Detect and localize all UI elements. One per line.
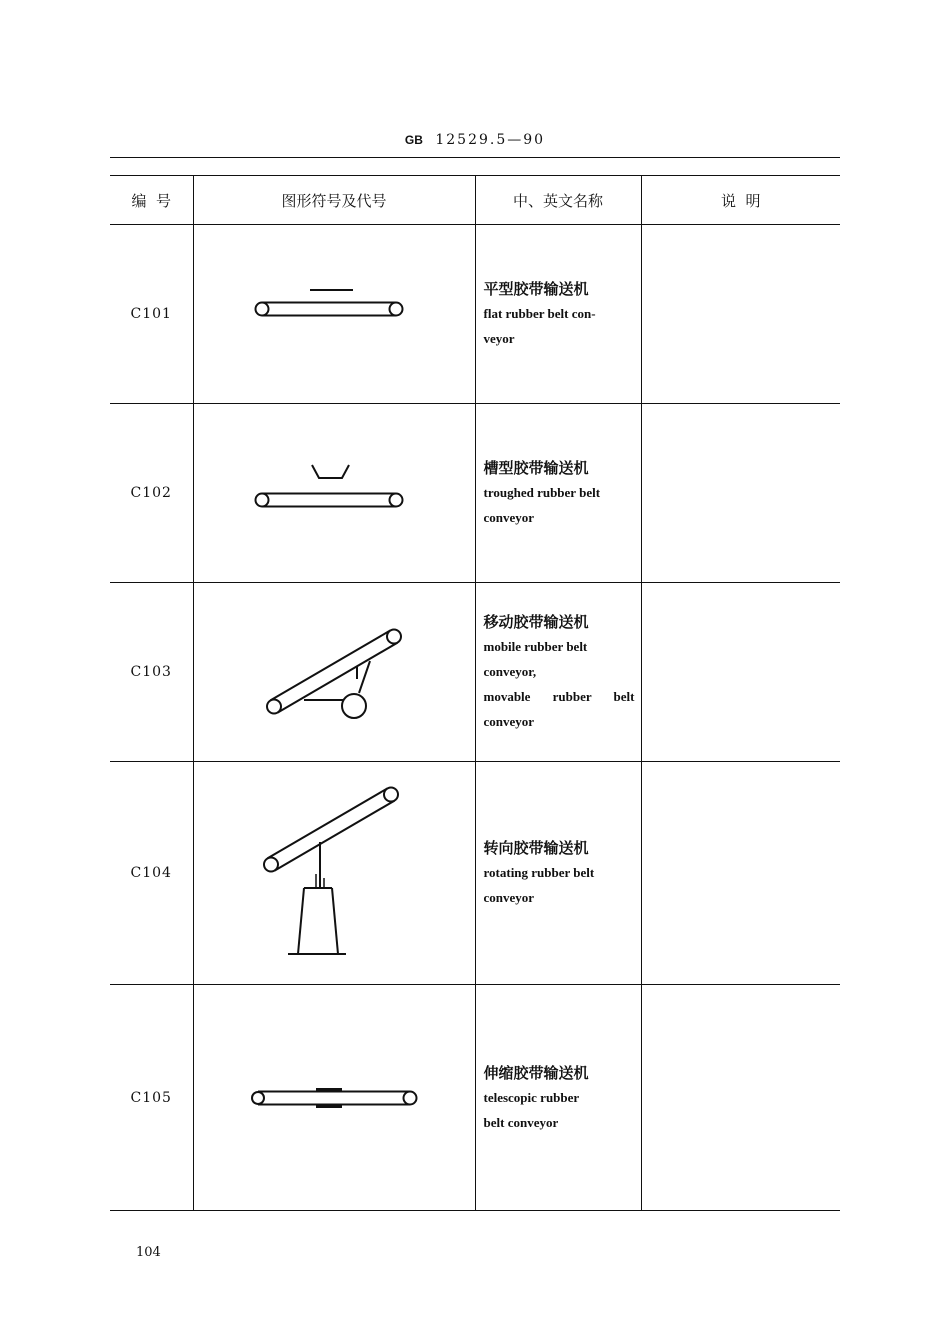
table-row <box>110 985 840 1211</box>
standard-number: 12529.5—90 <box>435 132 546 148</box>
row-name-cn: 槽型胶带输送机 <box>483 459 589 477</box>
row-code: C103 <box>110 583 193 762</box>
standard-prefix: GB <box>404 133 423 147</box>
column-header-symbol: 图形符号及代号 <box>193 176 475 225</box>
table-row <box>110 583 840 762</box>
row-name-cn: 转向胶带输送机 <box>483 839 589 857</box>
row-name-en-line: belt conveyor <box>483 1114 559 1130</box>
flat-belt-conveyor-icon <box>244 284 424 344</box>
column-header-note: 说 明 <box>641 176 840 225</box>
row-name-en-line: flat rubber belt con- <box>483 306 596 321</box>
row-name <box>475 985 641 1211</box>
row-name-en-line: veyor <box>483 331 515 346</box>
row-name-en-line: troughed rubber belt <box>483 485 601 500</box>
troughed-belt-conveyor-icon <box>244 463 424 523</box>
symbol-mobile-belt-conveyor <box>193 583 475 762</box>
header-rule <box>110 157 840 158</box>
row-code: C104 <box>110 762 193 985</box>
telescopic-belt-conveyor-icon <box>244 1078 424 1118</box>
rotating-belt-conveyor-icon <box>244 778 424 968</box>
row-name-en-line: conveyor <box>483 890 535 905</box>
table-row <box>110 225 840 404</box>
standard-header <box>0 132 950 148</box>
row-name-en-line: telescopic rubber <box>483 1089 580 1105</box>
row-code: C105 <box>110 985 193 1211</box>
symbol-telescopic-belt-conveyor <box>193 985 475 1211</box>
row-name-en-line: movable rubber belt <box>483 689 635 704</box>
row-name <box>475 762 641 985</box>
row-note <box>641 762 840 985</box>
row-name-cn: 伸缩胶带输送机 <box>483 1063 589 1082</box>
column-header-name: 中、英文名称 <box>475 176 641 225</box>
row-note <box>641 985 840 1211</box>
page-number: 104 <box>136 1245 161 1260</box>
row-name <box>475 404 641 583</box>
symbol-rotating-belt-conveyor <box>193 762 475 985</box>
table-row <box>110 762 840 985</box>
row-note <box>641 583 840 762</box>
row-name <box>475 225 641 404</box>
row-name-en-line: rotating rubber belt <box>483 865 595 880</box>
table-header-row <box>110 176 840 225</box>
mobile-belt-conveyor-icon <box>244 617 424 727</box>
row-name-cn: 平型胶带输送机 <box>483 280 589 298</box>
row-name-cn: 移动胶带输送机 <box>483 613 589 631</box>
row-note <box>641 404 840 583</box>
symbol-flat-belt-conveyor <box>193 225 475 404</box>
symbol-troughed-belt-conveyor <box>193 404 475 583</box>
row-name-en-line: mobile rubber belt <box>483 639 588 654</box>
column-header-code: 编 号 <box>110 176 193 225</box>
table-row <box>110 404 840 583</box>
row-code: C101 <box>110 225 193 404</box>
row-name-en-line: conveyor <box>483 714 535 729</box>
row-note <box>641 225 840 404</box>
row-code: C102 <box>110 404 193 583</box>
symbol-table <box>110 175 840 1211</box>
row-name-en-line: conveyor, <box>483 664 537 679</box>
row-name-en-line: conveyor <box>483 510 535 525</box>
row-name <box>475 583 641 762</box>
